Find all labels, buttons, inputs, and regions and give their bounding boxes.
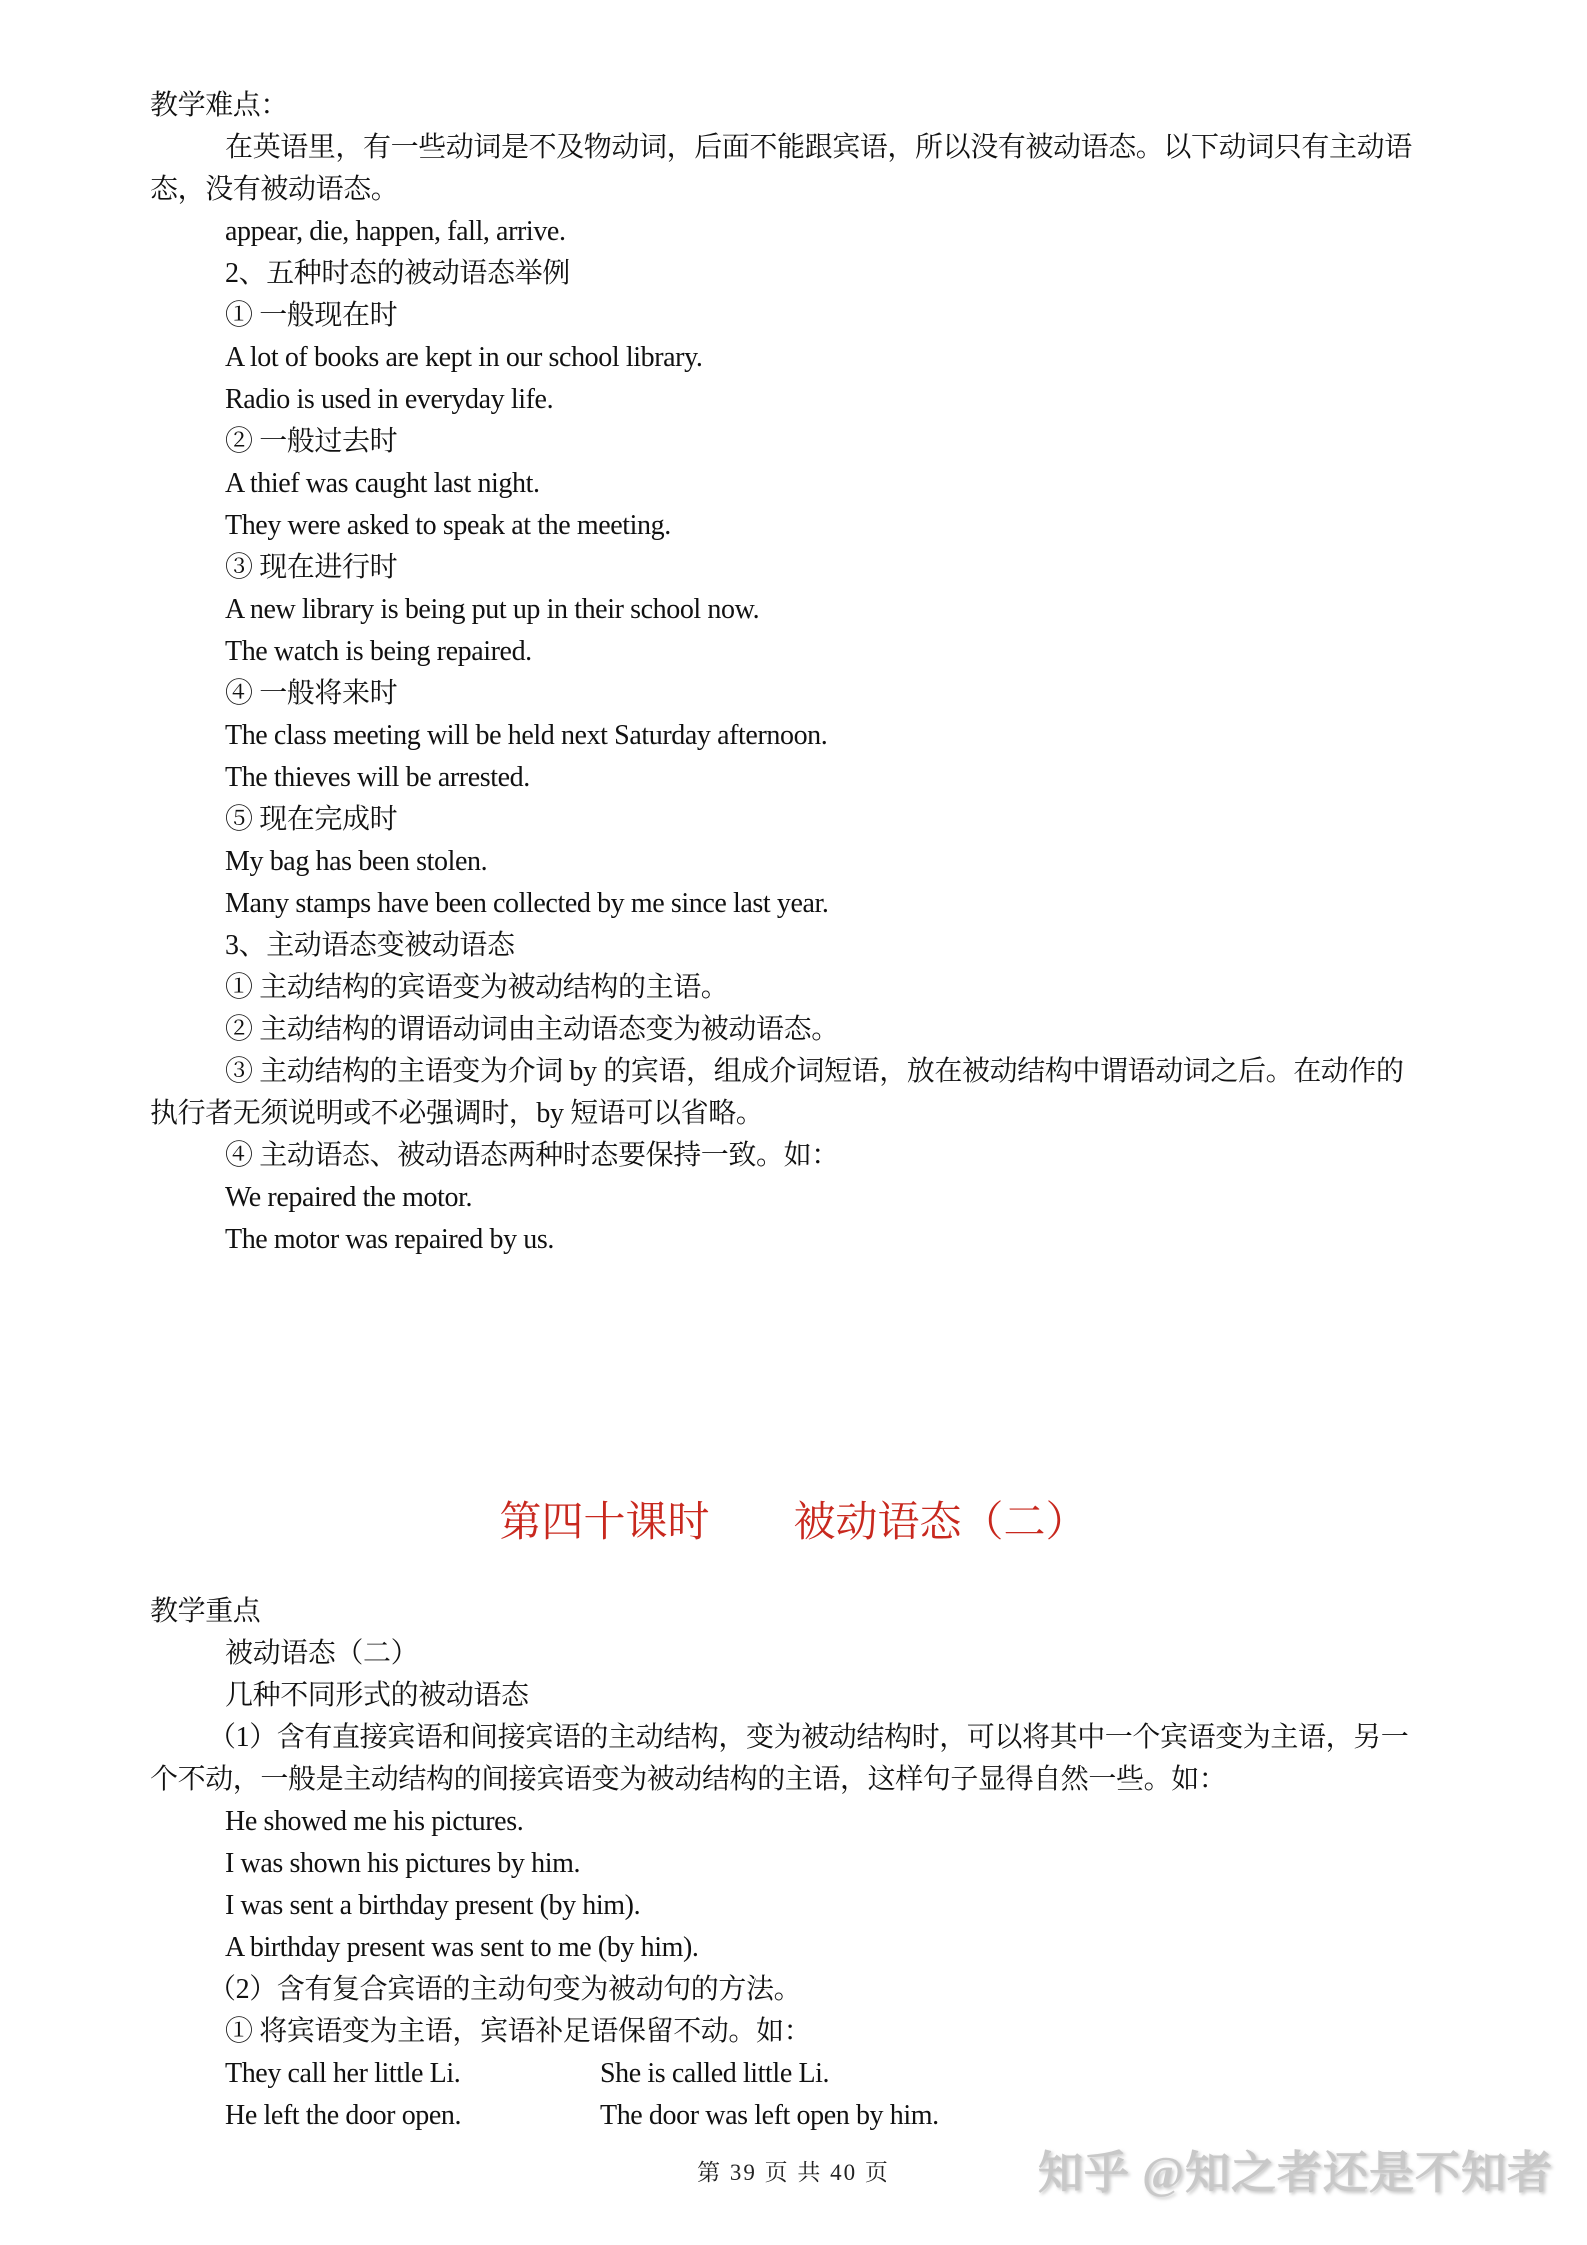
text-line (150, 2095, 1480, 2137)
text-line: A birthday present was sent to me (by him). (225, 1932, 699, 1963)
text-line: We repaired the motor. (225, 1182, 473, 1213)
example-right: She is called little Li. (600, 2058, 830, 2089)
text-line: 态，没有被动语态。 (150, 174, 399, 205)
section-passive-voice-part1 (150, 85, 1480, 1261)
text-line: ① 主动结构的宾语变为被动结构的主语。 (225, 972, 729, 1003)
text-line: A new library is being put up in their school now. (225, 594, 760, 625)
section-passive-voice-part2 (150, 1591, 1480, 2137)
example-left: They call her little Li. (225, 2058, 461, 2089)
text-line (150, 2053, 1480, 2095)
text-line: （1）含有直接宾语和间接宾语的主动结构，变为被动结构时，可以将其中一个宾语变为主语，另一 (208, 1722, 1409, 1753)
text-line: ⑤ 现在完成时 (225, 804, 398, 835)
lesson-title: 第四十课时 被动语态（二） (499, 1500, 1088, 1546)
text-line: The thieves will be arrested. (225, 762, 530, 793)
text-line: ② 主动结构的谓语动词由主动语态变为被动语态。 (225, 1014, 839, 1045)
text-line: 几种不同形式的被动语态 (225, 1680, 529, 1711)
text-line: A lot of books are kept in our school library. (225, 342, 703, 373)
text-line: Radio is used in everyday life. (225, 384, 554, 415)
text-line: ① 将宾语变为主语，宾语补足语保留不动。如： (225, 2016, 812, 2047)
text-line: The motor was repaired by us. (225, 1224, 554, 1255)
text-line: I was shown his pictures by him. (225, 1848, 581, 1879)
text-line: I was sent a birthday present (by him). (225, 1890, 641, 1921)
zhihu-watermark: 知乎 @知之者还是不知者 (1037, 2148, 1553, 2198)
text-line: 3、主动语态变被动语态 (225, 930, 515, 961)
text-line: （2）含有复合宾语的主动句变为被动句的方法。 (208, 1974, 802, 2005)
text-line: 教学重点 (150, 1596, 261, 1627)
example-left: He left the door open. (225, 2100, 462, 2131)
text-line: appear, die, happen, fall, arrive. (225, 216, 566, 247)
text-line: ③ 主动结构的主语变为介词 by 的宾语，组成介词短语，放在被动结构中谓语动词之后。在动作的 (225, 1056, 1404, 1087)
text-line: ② 一般过去时 (225, 426, 398, 457)
text-line: Many stamps have been collected by me since last year. (225, 888, 829, 919)
text-line: ④ 主动语态、被动语态两种时态要保持一致。如： (225, 1140, 839, 1171)
text-line: 在英语里，有一些动词是不及物动词，后面不能跟宾语，所以没有被动语态。以下动词只有主动语 (225, 132, 1412, 163)
text-line: My bag has been stolen. (225, 846, 488, 877)
text-line: 2、五种时态的被动语态举例 (225, 258, 570, 289)
text-line: 被动语态（二） (225, 1638, 419, 1669)
text-line: ③ 现在进行时 (225, 552, 398, 583)
text-line: 教学难点： (150, 90, 289, 121)
text-line: The class meeting will be held next Saturday afternoon. (225, 720, 828, 751)
text-line: 个不动，一般是主动结构的间接宾语变为被动结构的主语，这样句子显得自然一些。如： (150, 1764, 1227, 1795)
text-line: They were asked to speak at the meeting. (225, 510, 671, 541)
text-line: The watch is being repaired. (225, 636, 532, 667)
text-line: A thief was caught last night. (225, 468, 540, 499)
text-line: 执行者无须说明或不必强调时，by 短语可以省略。 (150, 1098, 764, 1129)
text-line: ④ 一般将来时 (225, 678, 398, 709)
text-line: He showed me his pictures. (225, 1806, 524, 1837)
example-right: The door was left open by him. (600, 2100, 939, 2131)
page-number: 第 39 页 共 40 页 (697, 2160, 890, 2185)
text-line: ① 一般现在时 (225, 300, 398, 331)
